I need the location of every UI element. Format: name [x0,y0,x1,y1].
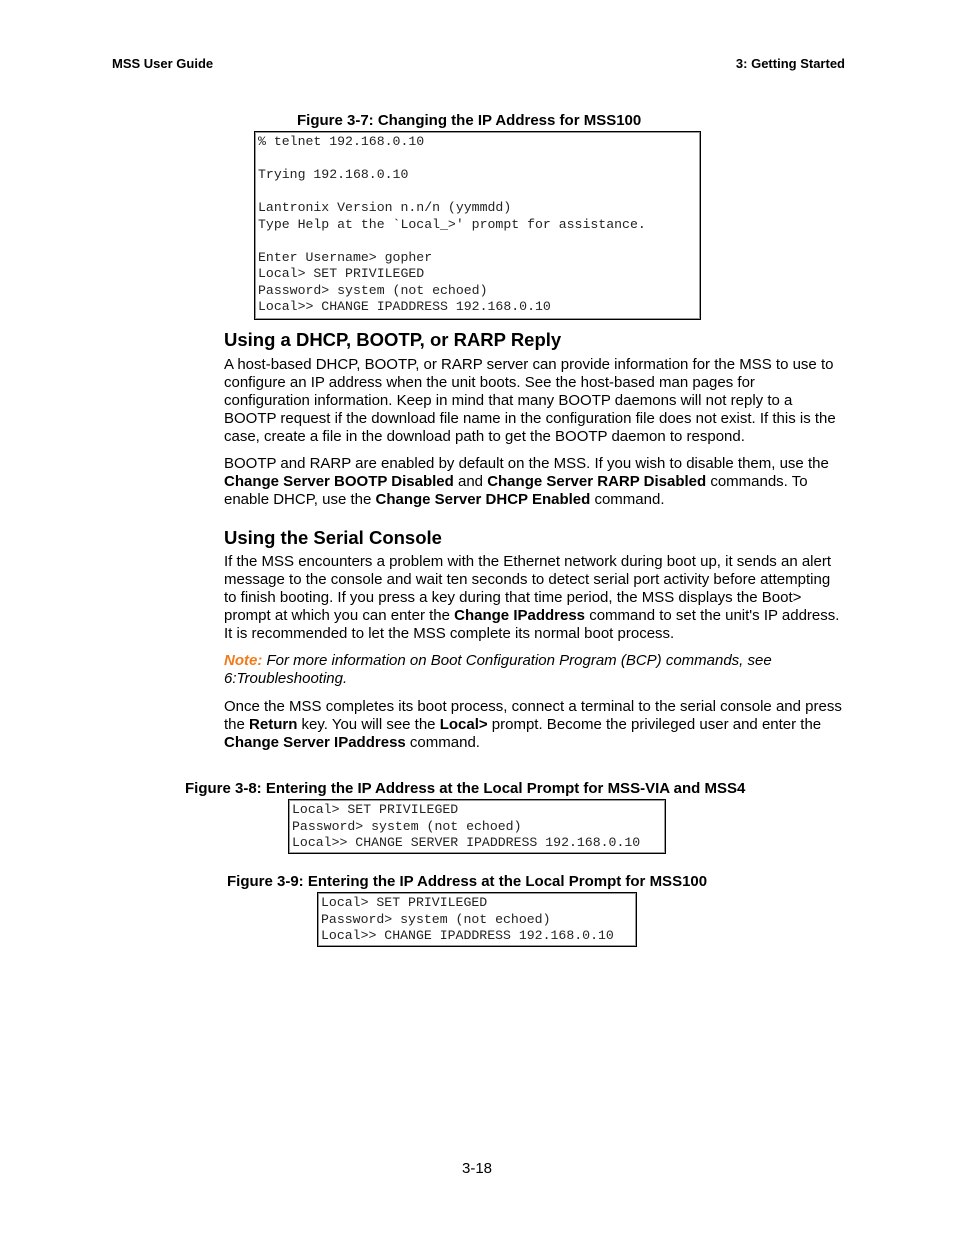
paragraph-bootp-rarp: BOOTP and RARP are enabled by default on the MSS. If you wish to disable them, use the Change Server BOOTP Disabled and Change Server RARP Disabled commands. To enable DHCP, use the Change Server DHCP Enabled command. [224,455,829,508]
running-header-chapter: 3: Getting Started [735,56,845,71]
figure-7-code-box [254,131,701,320]
figure-8-caption: Figure 3-8: Entering the IP Address at the Local Prompt for MSS-VIA and MSS4 [185,780,746,797]
code-line [258,151,697,168]
code-line: Local> SET PRIVILEGED [321,895,488,910]
section-heading-dhcp: Using a DHCP, BOOTP, or RARP Reply [224,329,562,350]
running-header-title: MSS User Guide [112,56,214,71]
code-line [258,184,697,201]
note-paragraph [224,652,844,688]
code-line: Local> SET PRIVILEGED [292,802,459,817]
code-line: Password> system (not echoed) [321,911,551,927]
code-line: Type Help at the `Local_>' prompt for assistance. [258,216,646,232]
code-line: Local>> CHANGE IPADDRESS 192.168.0.10 [321,928,614,943]
code-line: % telnet 192.168.0.10 [258,134,425,149]
code-line: Enter Username> gopher [258,249,433,265]
figure-7-caption: Figure 3-7: Changing the IP Address for MSS100 [297,112,642,129]
figure-9-caption: Figure 3-9: Entering the IP Address at the Local Prompt for MSS100 [227,873,708,890]
paragraph-dhcp-intro: A host-based DHCP, BOOTP, or RARP server can provide information for the MSS to use to configure an IP address when the unit boots. See the host-based man pages for configuration information. Keep in mind that many BOOTP daemons will not reply to a BOOTP request if the download file name in the configuration file does not exist. If this is the case, create a file in the download path to get the BOOTP daemon to respond. [224,356,836,445]
code-line: Local>> CHANGE IPADDRESS 192.168.0.10 [258,299,551,314]
code-line: Local>> CHANGE SERVER IPADDRESS 192.168.0.10 [292,835,641,850]
note-text: For more information on Boot Configuration Program (BCP) commands, see 6:Troubleshooting. [224,652,772,687]
paragraph-serial-console: If the MSS encounters a problem with the Ethernet network during boot up, it sends an alert message to the console and wait ten seconds to detect serial port activity before attempting to finish booting. If you press a key during that time period, the MSS displays the Boot> prompt at which you can enter the Change IPaddress command to set the unit's IP address. It is recommended to let the MSS complete its normal boot process. [224,553,840,642]
code-line: Lantronix Version n.n/n (yymmdd) [258,200,512,215]
code-line: Local> SET PRIVILEGED [258,266,425,281]
code-line [258,233,697,250]
page-number: 3-18 [461,1160,493,1177]
code-line: Trying 192.168.0.10 [258,167,409,182]
note-label: Note: [224,652,263,669]
code-line: Password> system (not echoed) [292,818,522,834]
section-heading-serial-console: Using the Serial Console [224,527,442,548]
figure-9-code-box [317,892,637,947]
code-line: Password> system (not echoed) [258,282,488,298]
figure-8-code-box [288,799,666,854]
paragraph-boot-complete: Once the MSS completes its boot process, connect a terminal to the serial console and press the Return key. You will see the Local> prompt. Become the privileged user and enter the Change Server IPaddress command. [224,698,842,751]
